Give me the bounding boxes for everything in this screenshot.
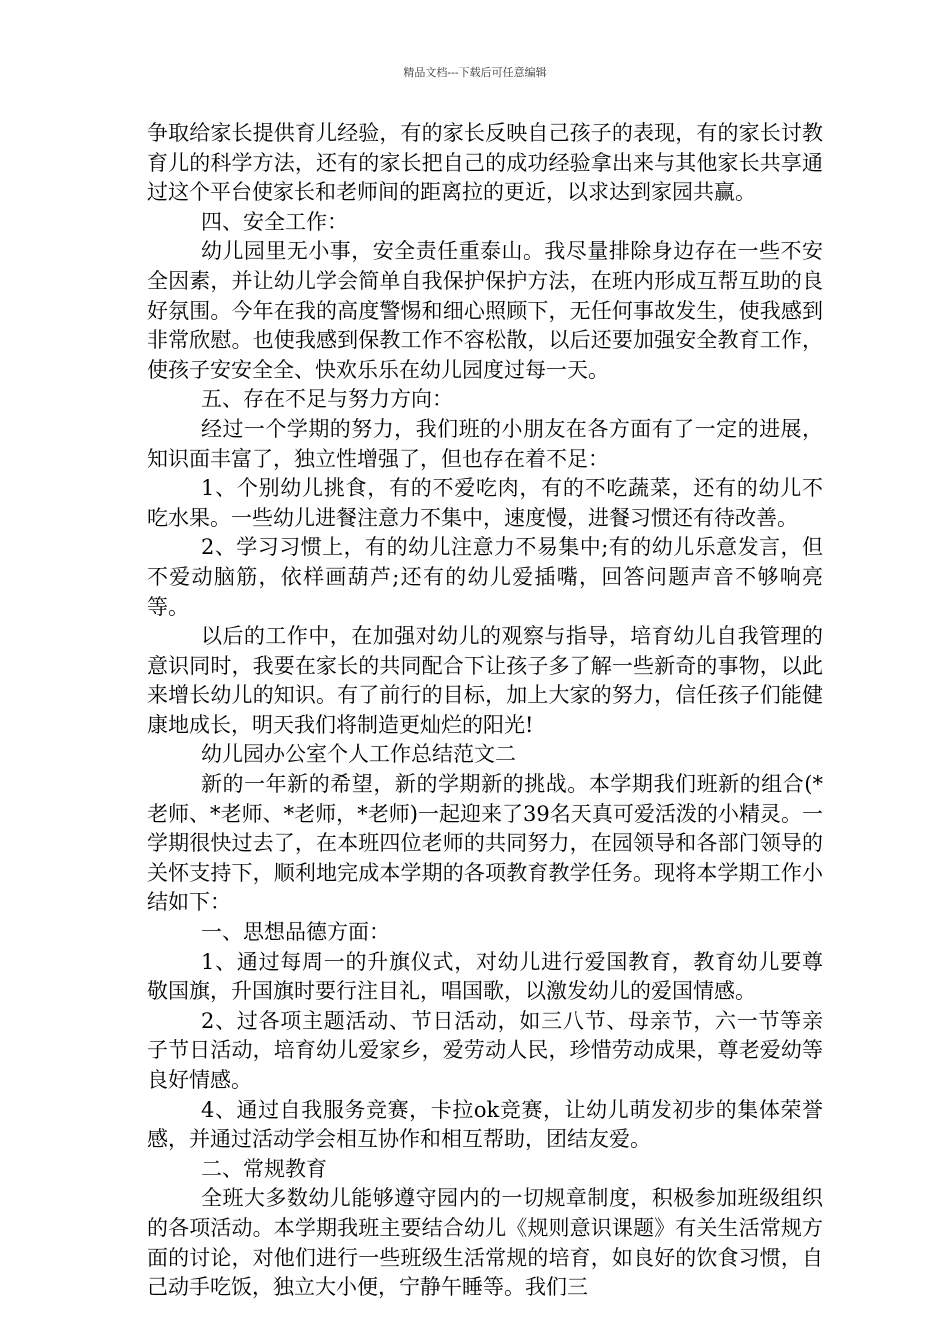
paragraph: 全班大多数幼儿能够遵守园内的一切规章制度，积极参加班级组织的各项活动。本学期我班主要结合幼儿《规则意识课题》有关生活常规方面的讨论，对他们进行一些班级生活常规的培育，如良好的饮食习惯，自己动手吃饭，独立大小便，宁静午睡等。我们三 <box>147 1186 823 1300</box>
document-subtitle: 幼儿园办公室个人工作总结范文二 <box>201 742 516 767</box>
paragraph: 幼儿园里无小事，安全责任重泰山。我尽量排除身边存在一些不安全因素，并让幼儿学会简单自我保护保护方法，在班内形成互帮互助的良好氛围。今年在我的高度警惕和细心照顾下，无任何事故发生，使我感到非常欣慰。也使我感到保教工作不容松散，以后还要加强安全教育工作，使孩子安安全全、快欢乐乐在幼儿园度过每一天。 <box>147 239 823 382</box>
list-item: 2、过各项主题活动、节日活动，如三八节、母亲节，六一节等亲子节日活动，培育幼儿爱家乡，爱劳动人民，珍惜劳动成果，尊老爱幼等良好情感。 <box>147 1008 823 1092</box>
list-item: 1、个别幼儿挑食，有的不爱吃肉，有的不吃蔬菜，还有的幼儿不吃水果。一些幼儿进餐注意力不集中，速度慢，进餐习惯还有待改善。 <box>147 476 823 530</box>
section-heading-shortcomings: 五、存在不足与努力方向： <box>201 387 453 412</box>
page-header: 精品文档---下载后可任意编辑 <box>403 66 547 79</box>
paragraph: 以后的工作中，在加强对幼儿的观察与指导，培育幼儿自我管理的意识同时，我要在家长的共同配合下让孩子多了解一些新奇的事物，以此来增长幼儿的知识。有了前行的目标，加上大家的努力，信任孩子们能健康地成长，明天我们将制造更灿烂的阳光! <box>147 624 823 737</box>
list-item: 4、通过自我服务竞赛，卡拉ok竞赛，让幼儿萌发初步的集体荣誉感，并通过活动学会相互协作和相互帮助，团结友爱。 <box>147 1097 823 1152</box>
list-item: 2、学习习惯上，有的幼儿注意力不易集中;有的幼儿乐意发言，但不爱动脑筋，依样画葫芦;还有的幼儿爱插嘴，回答问题声音不够响亮等。 <box>147 535 823 619</box>
list-item: 1、通过每周一的升旗仪式，对幼儿进行爱国教育，教育幼儿要尊敬国旗，升国旗时要行注目礼，唱国歌，以激发幼儿的爱国情感。 <box>147 949 823 1004</box>
document-body <box>147 119 823 1303</box>
section-heading-moral: 一、思想品德方面： <box>201 920 390 945</box>
paragraph: 经过一个学期的努力，我们班的小朋友在各方面有了一定的进展，知识面丰富了，独立性增强了，但也存在着不足： <box>147 416 823 471</box>
section-heading-safety: 四、安全工作： <box>201 209 348 234</box>
paragraph: 新的一年新的希望，新的学期新的挑战。本学期我们班新的组合(*老师、*老师、*老师，*老师)一起迎来了39名天真可爱活泼的小精灵。一学期很快过去了，在本班四位老师的共同努力，在园领导和各部门领导的关怀支持下，顺利地完成本学期的各项教育教学任务。现将本学期工作小结如下： <box>147 772 823 915</box>
paragraph: 争取给家长提供育儿经验，有的家长反映自己孩子的表现，有的家长讨教育儿的科学方法，还有的家长把自己的成功经验拿出来与其他家长共享通过这个平台使家长和老师间的距离拉的更近，以求达到家园共赢。 <box>147 121 823 205</box>
section-heading-routine: 二、常规教育 <box>201 1156 327 1181</box>
